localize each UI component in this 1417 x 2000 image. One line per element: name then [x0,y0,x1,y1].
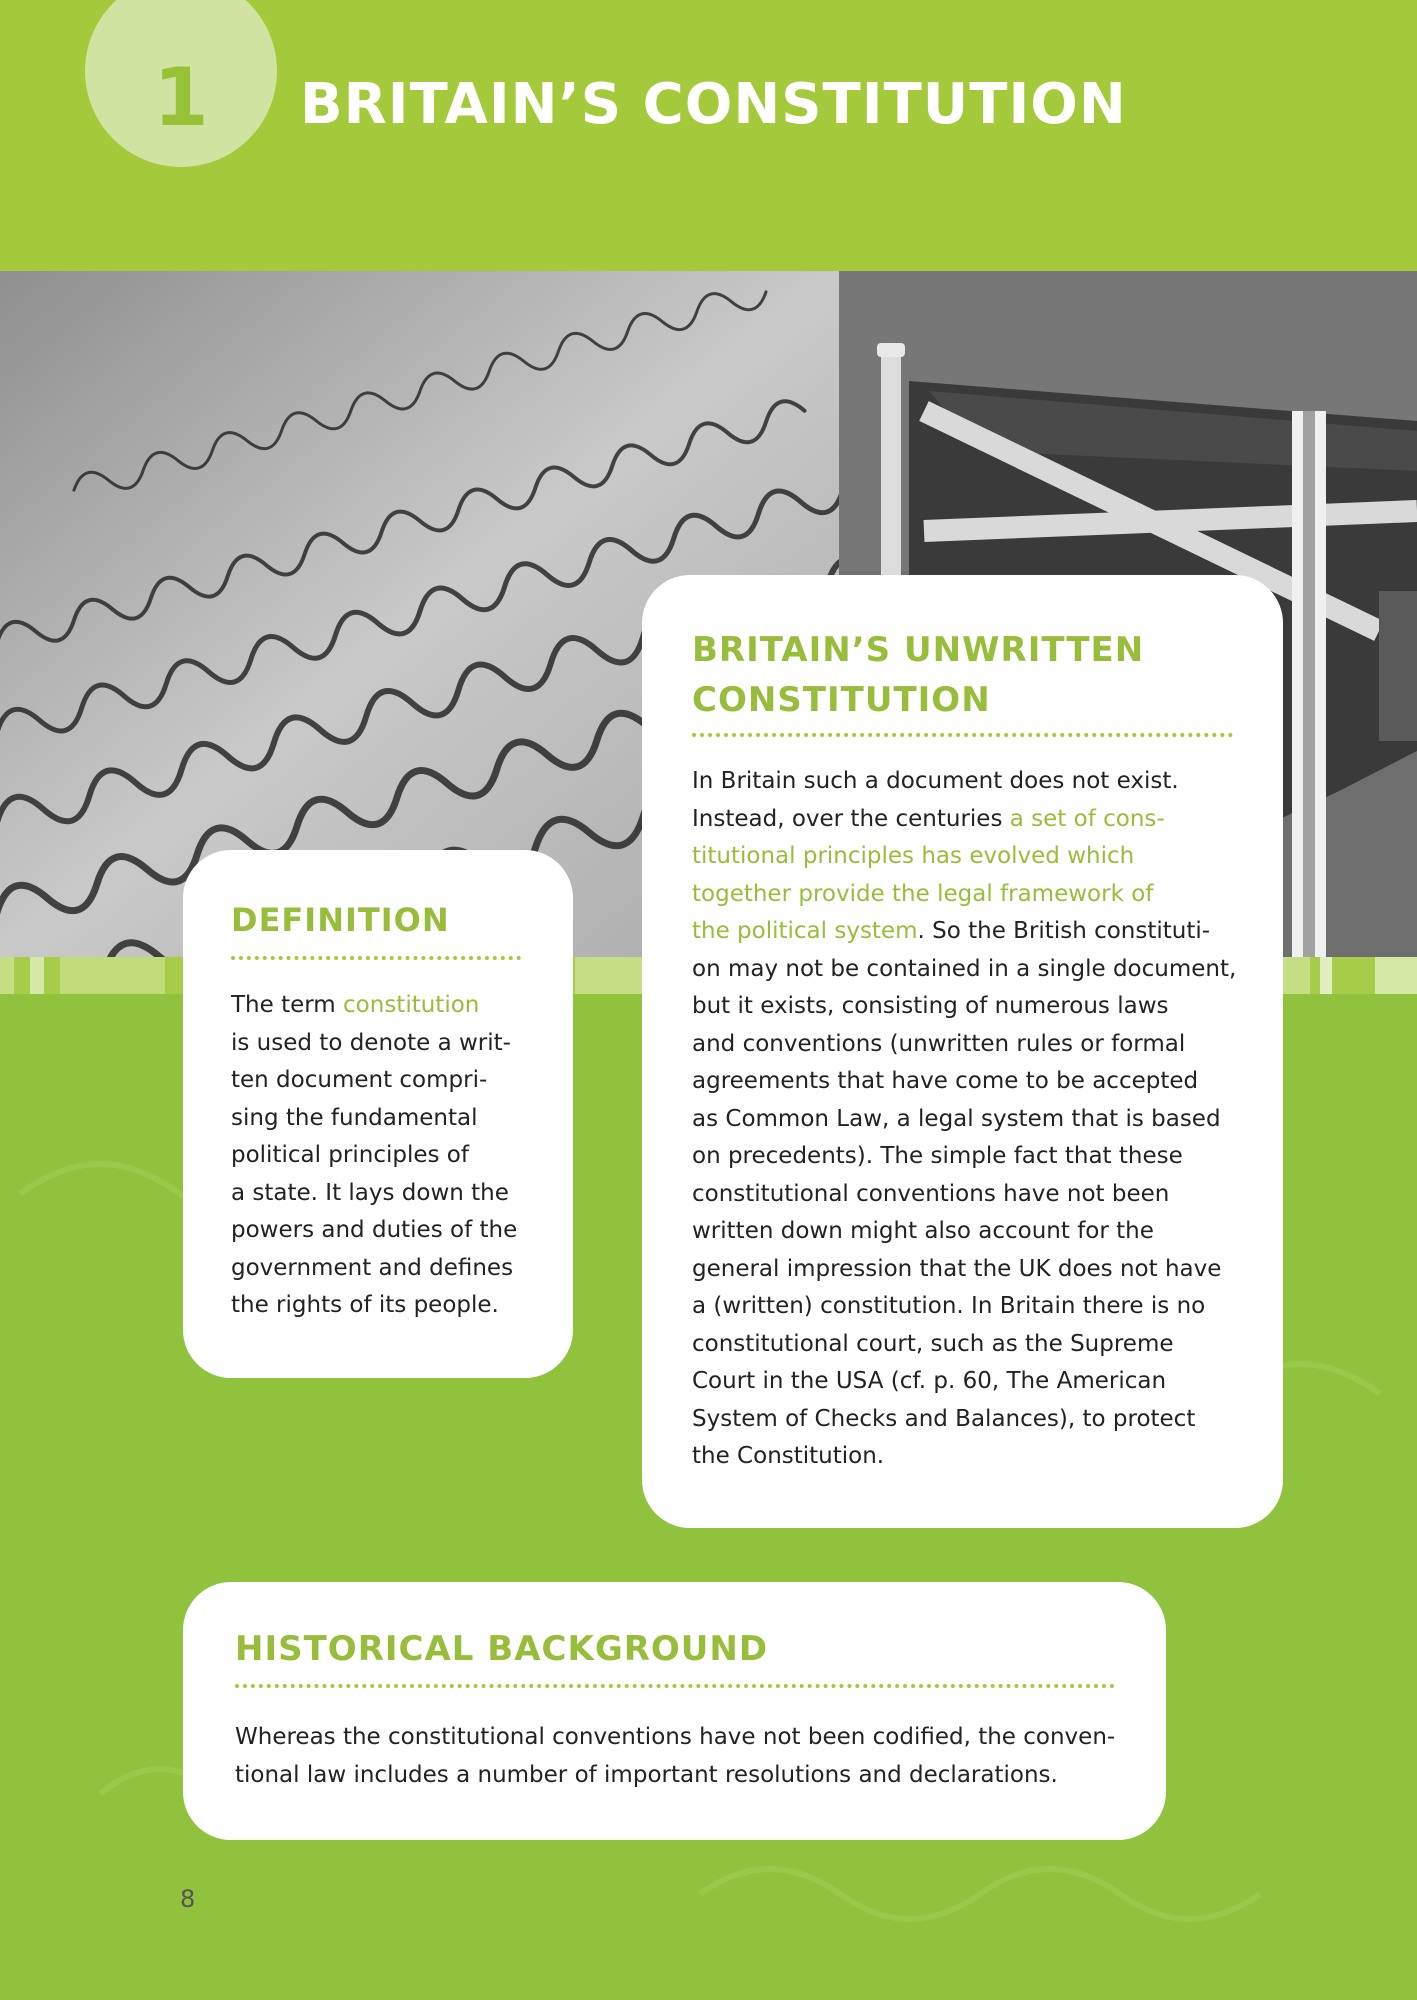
text-line: the rights of its people. [231,1292,499,1318]
definition-divider [231,956,521,960]
text-line: is used to denote a writ- [231,1029,511,1056]
chapter-number: 1 [153,51,209,144]
definition-card [183,850,573,1378]
text-line: powers and duties of the [231,1217,518,1243]
chapter-header [0,0,1417,271]
text-line: Whereas the constitutional conventions have not been codified, the conven- [235,1724,1116,1750]
text-line: The term constitution [231,992,480,1018]
text-line: government and defines [231,1254,514,1281]
text-line: on may not be contained in a single document, [692,955,1237,982]
unwritten-heading [692,625,1144,725]
text-line: and conventions (unwritten rules or formal [692,1030,1186,1057]
text-line: constitutional conventions have not been [692,1180,1170,1207]
text-line: but it exists, consisting of numerous laws [692,993,1169,1019]
text-line: on precedents). The simple fact that these [692,1143,1183,1169]
text-line: as Common Law, a legal system that is based [692,1105,1221,1132]
chapter-title: BRITAIN’S CONSTITUTION [300,72,1127,137]
text-line: the Constitution. [692,1443,885,1469]
text-line: a (written) constitution. In Britain there is no [692,1293,1206,1319]
text-line: general impression that the UK does not have [692,1255,1222,1282]
unwritten-divider [692,733,1233,737]
text-line: System of Checks and Balances), to protect [692,1405,1196,1432]
unwritten-text [692,763,1262,1476]
unwritten-heading-line-2: CONSTITUTION [692,680,991,720]
text-line: Court in the USA (cf. p. 60, The American [692,1368,1167,1394]
text-line: the political system. So the British constituti- [692,918,1211,944]
text-line: sing the fundamental [231,1104,478,1131]
text-line: agreements that have come to be accepted [692,1068,1199,1094]
unwritten-constitution-card [642,575,1283,1528]
text-line: tional law includes a number of important resolutions and declarations. [235,1761,1058,1788]
historical-background-card [183,1582,1166,1840]
keyword-constitution: constitution [343,992,480,1018]
definition-heading: DEFINITION [231,901,450,939]
text-line: In Britain such a document does not exist. [692,768,1179,794]
text-line: a state. It lays down the [231,1179,509,1206]
historical-text [235,1719,1145,1794]
text-line: ten document compri- [231,1067,488,1093]
unwritten-heading-line-1: BRITAIN’S UNWRITTEN [692,630,1145,670]
text-line: Instead, over the centuries a set of cons- [692,805,1165,832]
text-line: political principles of [231,1142,469,1168]
historical-heading: HISTORICAL BACKGROUND [235,1629,769,1669]
text-line: titutional principles has evolved which [692,843,1135,869]
historical-divider [235,1684,1115,1688]
definition-text [231,987,561,1325]
page-number: 8 [180,1885,196,1913]
text-line: constitutional court, such as the Supreme [692,1330,1174,1357]
text-line: together provide the legal framework of [692,880,1154,907]
text-line: written down might also account for the [692,1218,1154,1244]
